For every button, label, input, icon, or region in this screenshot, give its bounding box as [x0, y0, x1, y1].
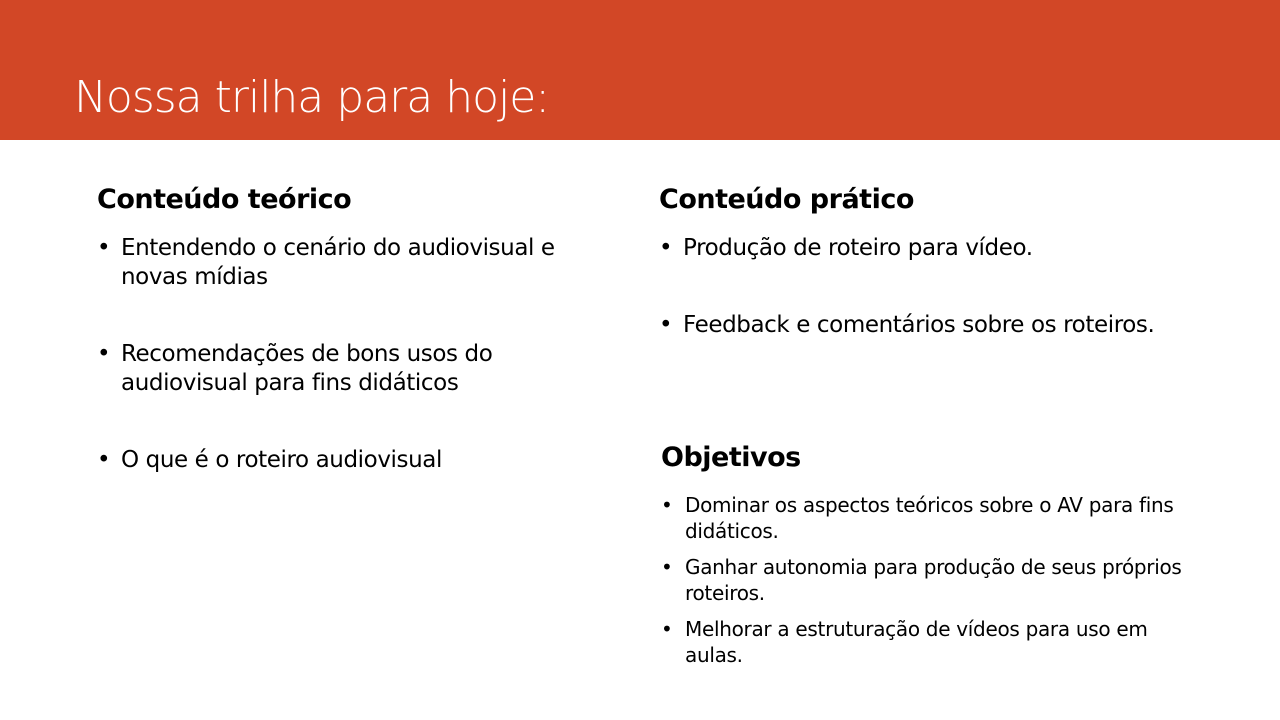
bullet-icon: •	[97, 235, 111, 261]
list-item-text: Ganhar autonomia para produção de seus próprios roteiros.	[685, 555, 1182, 605]
list-item-text: Entendendo o cenário do audiovisual e novas mídias	[121, 235, 555, 290]
list-item-text: Melhorar a estruturação de vídeos para uso em aulas.	[685, 617, 1148, 667]
slide-title: Nossa trilha para hoje:	[74, 72, 550, 123]
list-item-text: Dominar os aspectos teóricos sobre o AV para fins didáticos.	[685, 493, 1174, 543]
list-item	[97, 234, 602, 292]
list-item	[97, 446, 602, 475]
heading-objetivos: Objetivos	[661, 442, 801, 473]
list-item	[661, 492, 1201, 544]
bullet-icon: •	[97, 341, 111, 367]
bullet-icon: •	[661, 493, 673, 517]
bullet-icon: •	[659, 312, 673, 338]
heading-conteudo-pratico: Conteúdo prático	[659, 184, 914, 215]
list-item	[661, 554, 1201, 606]
title-band	[0, 0, 1280, 140]
list-item	[659, 311, 1219, 340]
list-item-text: Produção de roteiro para vídeo.	[683, 235, 1033, 261]
list-item	[97, 340, 602, 398]
list-item	[661, 616, 1201, 668]
list-conteudo-pratico	[659, 234, 1219, 388]
bullet-icon: •	[97, 447, 111, 473]
bullet-icon: •	[659, 235, 673, 261]
list-item-text: Recomendações de bons usos do audiovisual para fins didáticos	[121, 341, 493, 396]
bullet-icon: •	[661, 555, 673, 579]
list-item	[659, 234, 1219, 263]
bullet-icon: •	[661, 617, 673, 641]
heading-conteudo-teorico: Conteúdo teórico	[97, 184, 352, 215]
list-item-text: O que é o roteiro audiovisual	[121, 447, 442, 473]
list-objetivos	[661, 492, 1201, 678]
list-item-text: Feedback e comentários sobre os roteiros.	[683, 312, 1155, 338]
list-conteudo-teorico	[97, 234, 602, 523]
